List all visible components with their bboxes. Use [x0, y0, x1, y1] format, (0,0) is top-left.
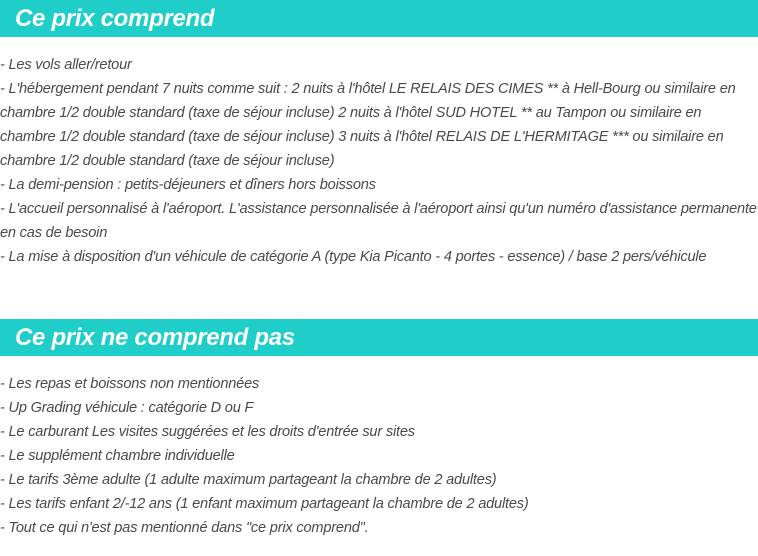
list-item: - Les tarifs enfant 2/-12 ans (1 enfant maximum partageant la chambre de 2 adultes) — [0, 496, 529, 512]
list-item: - Up Grading véhicule : catégorie D ou F — [0, 400, 254, 416]
list-item: - Le supplément chambre individuelle — [0, 448, 235, 464]
list-item: - Le carburant Les visites suggérées et les droits d'entrée sur sites — [0, 424, 415, 440]
list-item: - Le tarifs 3ème adulte (1 adulte maximum partageant la chambre de 2 adultes) — [0, 472, 497, 488]
included-list — [0, 53, 758, 269]
list-item: - La mise à disposition d'un véhicule de catégorie A (type Kia Picanto - 4 portes - essence) / base 2 pers/véhicule — [0, 249, 707, 265]
list-item: - L'accueil personnalisé à l'aéroport. L'assistance personnalisée à l'aéroport ainsi qu'un numéro d'assistance permanente en cas de besoin — [0, 201, 757, 241]
excluded-section-title: Ce prix ne comprend pas — [0, 319, 758, 356]
list-item: - Les repas et boissons non mentionnées — [0, 376, 260, 392]
list-item: - Les vols aller/retour — [0, 57, 132, 73]
list-item: - Tout ce qui n'est pas mentionné dans "ce prix comprend". — [0, 520, 369, 536]
list-item: - L'hébergement pendant 7 nuits comme suit : 2 nuits à l'hôtel LE RELAIS DES CIMES ** à Hell-Bourg ou similaire en chambre 1/2 double standard (taxe de séjour incluse) 2 nuits à l'hôtel SUD HOTEL ** au Tampon ou similaire en chambre 1/2 double standard (taxe de séjour incluse) 3 nuits à l'hôtel RELAIS DE L'HERMITAGE *** ou similaire en chambre 1/2 double standard (taxe de séjour incluse) — [0, 81, 736, 169]
included-section-title: Ce prix comprend — [0, 0, 758, 37]
excluded-list — [0, 372, 758, 540]
list-item: - La demi-pension : petits-déjeuners et dîners hors boissons — [0, 177, 376, 193]
